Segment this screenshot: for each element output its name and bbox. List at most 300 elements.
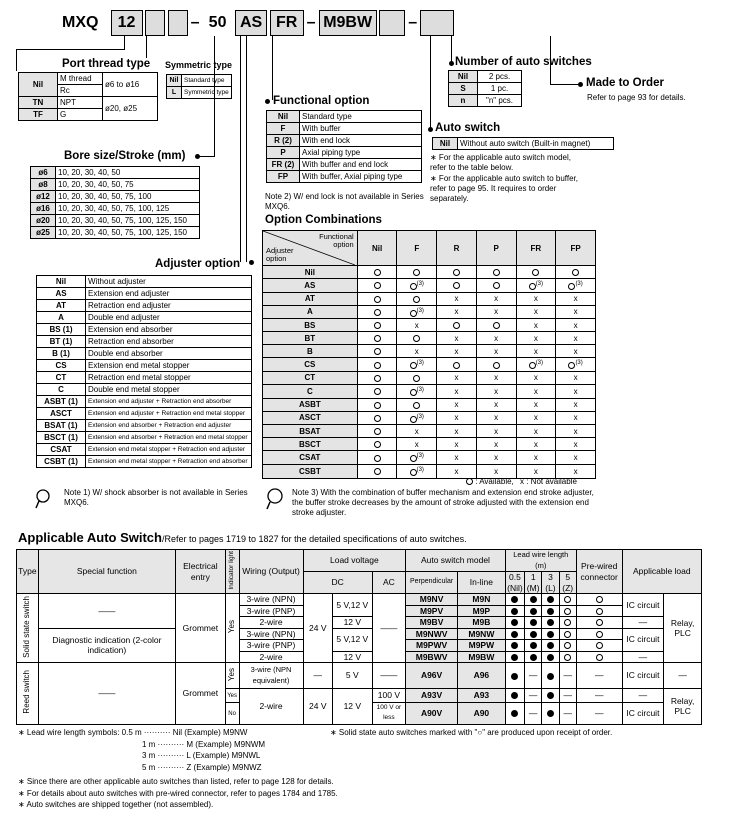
load: —	[664, 663, 702, 689]
load: —	[622, 689, 664, 703]
combo-cell: x	[556, 464, 596, 478]
combo-cell: x	[476, 411, 516, 425]
combo-key: CSAT	[263, 451, 358, 465]
combo-cell	[357, 279, 397, 293]
available-icon	[453, 362, 460, 369]
adjuster-key: A	[37, 312, 86, 324]
adjuster-desc: Extension end absorber	[86, 324, 252, 336]
combo-cell: x	[516, 371, 556, 384]
adjuster-key: B (1)	[37, 348, 86, 360]
combo-cell: x	[516, 425, 556, 438]
bottom-note: ∗ Auto switches are shipped together (not assembled).	[18, 800, 214, 809]
solid-dc-24: 24 V	[303, 594, 332, 663]
combo-cell: x	[516, 305, 556, 319]
combo-footnote: (3)	[535, 360, 544, 367]
combo-cell: x	[476, 398, 516, 411]
code-adjuster: AS	[235, 10, 267, 36]
wiring: 3-wire (PNP)	[239, 605, 303, 617]
available-icon	[374, 362, 381, 369]
sw-h-l3: 3 (L)	[542, 572, 559, 594]
solid-type: Solid state switch	[17, 594, 39, 663]
load-relay: Relay, PLC	[664, 689, 702, 725]
dc: 24 V	[303, 689, 332, 725]
model-perp: M9PWV	[406, 640, 458, 652]
adjuster-row	[37, 336, 252, 348]
combo-key: Nil	[263, 266, 358, 279]
model-inline: M9PW	[457, 640, 505, 652]
port-key: TF	[19, 109, 58, 121]
combo-cell	[397, 464, 437, 478]
combo-row	[263, 332, 596, 345]
mto-text: Refer to page 93 for details.	[587, 93, 686, 102]
port-size: ø6 to ø16	[103, 73, 158, 97]
combo-row	[263, 398, 596, 411]
code-dash: –	[408, 14, 418, 31]
combo-cell	[397, 292, 437, 305]
sw-h-l5: 5 (Z)	[559, 572, 576, 594]
adjuster-row	[37, 396, 252, 408]
sym-table	[166, 74, 232, 99]
functional-key: FP	[267, 171, 300, 183]
available-icon	[493, 282, 500, 289]
sw-h-entry: Electrical entry	[175, 550, 225, 594]
sw-h-l1: 1 (M)	[525, 572, 542, 594]
combo-col: FR	[516, 231, 556, 266]
combo-cell	[357, 451, 397, 465]
solid-dc: 5 V,12 V	[333, 594, 373, 617]
combo-key: CSBT	[263, 464, 358, 478]
available-icon	[413, 402, 420, 409]
bore-row	[31, 179, 200, 191]
combo-key: C	[263, 384, 358, 398]
available-icon	[374, 415, 381, 422]
bore-size: ø8	[31, 179, 56, 191]
dash: —	[525, 663, 542, 689]
available-icon	[374, 282, 381, 289]
combo-cell	[357, 411, 397, 425]
magnifier-icon	[35, 488, 53, 506]
reed-entry: Grommet	[175, 663, 225, 725]
combo-cell: x	[516, 384, 556, 398]
sym-value: Symmetric type	[182, 87, 232, 99]
combo-cell: x	[437, 451, 477, 465]
adjuster-row	[37, 384, 252, 396]
combo-cell: x	[476, 371, 516, 384]
sw-h-ac: AC	[372, 572, 406, 594]
combo-cell	[476, 358, 516, 372]
dc: 5 V	[333, 663, 373, 689]
available-icon	[572, 269, 579, 276]
port-table	[18, 72, 158, 121]
adjuster-desc: Extension end adjuster	[86, 288, 252, 300]
dash: —	[576, 702, 622, 724]
model-perp: M9NWV	[406, 628, 458, 640]
adjuster-row	[37, 432, 252, 444]
combo-key: AS	[263, 279, 358, 293]
model-perp: M9NV	[406, 594, 458, 606]
number-row	[449, 95, 522, 107]
combo-cell	[397, 371, 437, 384]
functional-row	[267, 159, 422, 171]
dash: —	[576, 689, 622, 703]
dash: —	[525, 702, 542, 724]
number-key: n	[449, 95, 478, 107]
adjuster-desc: Extension end adjuster + Retraction end metal stopper	[86, 408, 252, 420]
adjuster-row	[37, 420, 252, 432]
number-value: 2 pcs.	[478, 71, 522, 83]
dc: 12 V	[333, 651, 373, 663]
combo-cell: x	[437, 332, 477, 345]
sw-h-special: Special function	[38, 550, 175, 594]
combo-cell	[357, 358, 397, 372]
combo-footnote: (3)	[416, 466, 424, 473]
model-inline: A93	[457, 689, 505, 703]
combo-cell: x	[397, 319, 437, 332]
dash: —	[576, 663, 622, 689]
dc: 5 V,12 V	[333, 628, 373, 651]
code-dash: –	[190, 14, 200, 31]
combo-cell: x	[556, 305, 596, 319]
functional-key: P	[267, 147, 300, 159]
combo-cell	[357, 425, 397, 438]
available-icon	[374, 455, 381, 462]
combo-col: FP	[556, 231, 596, 266]
code-stroke: 50	[203, 10, 233, 34]
available-icon	[413, 375, 420, 382]
combo-cell	[397, 358, 437, 372]
code-bore: 12	[111, 10, 143, 36]
available-icon	[493, 362, 500, 369]
reed-indicator: Yes	[225, 689, 239, 703]
functional-row	[267, 135, 422, 147]
functional-desc: Axial piping type	[300, 147, 422, 159]
adjuster-row	[37, 372, 252, 384]
adjuster-row	[37, 456, 252, 468]
adjuster-key: AS	[37, 288, 86, 300]
combo-corner-top: Functional option	[319, 232, 354, 249]
combo-cell: x	[397, 425, 437, 438]
combo-key: B	[263, 345, 358, 358]
lead-note: ∗ Lead wire length symbols: 0.5 m ·········· Nil (Example) M9NW	[18, 728, 248, 737]
combo-note: Note 3) With the combination of buffer mechanism and extension end stroke adjuster, the buffer stroke decreases by the amount of stroke adjusted with the extension end stroke adjuster.	[292, 488, 594, 517]
model-perp: A90V	[406, 702, 458, 724]
available-icon	[410, 455, 417, 462]
combo-cell: x	[437, 305, 477, 319]
functional-title: Functional option	[273, 95, 370, 107]
number-value: "n" pcs.	[478, 95, 522, 107]
number-title: Number of auto switches	[455, 56, 592, 68]
available-icon	[529, 362, 536, 369]
combo-cell	[516, 266, 556, 279]
adjuster-desc: Extension end adjuster + Retraction end absorber	[86, 396, 252, 408]
combo-col: P	[476, 231, 516, 266]
load-ic: IC circuit	[622, 628, 664, 651]
functional-desc: With buffer, Axial piping type	[300, 171, 422, 183]
adjuster-key: CSAT	[37, 444, 86, 456]
adjuster-desc: Extension end absorber + Retraction end metal stopper	[86, 432, 252, 444]
combo-cell: x	[556, 345, 596, 358]
combo-cell: x	[556, 425, 596, 438]
available-icon	[374, 388, 381, 395]
combo-cell: x	[516, 464, 556, 478]
number-row	[449, 71, 522, 83]
sw-h-prewired: Pre-wired connector	[576, 550, 622, 594]
combo-cell: x	[516, 345, 556, 358]
available-icon	[410, 416, 417, 423]
port-thread: Rc	[58, 85, 103, 97]
available-icon	[493, 322, 500, 329]
adjuster-key: BT (1)	[37, 336, 86, 348]
available-icon	[410, 389, 417, 396]
combo-cell: x	[516, 332, 556, 345]
combo-cell: x	[556, 292, 596, 305]
load-ic: IC circuit	[622, 663, 664, 689]
available-icon	[374, 269, 381, 276]
combo-cell	[516, 279, 556, 293]
solid-indicator: Yes	[225, 594, 239, 663]
adjuster-row	[37, 360, 252, 372]
port-title: Port thread type	[62, 58, 151, 70]
port-thread: G	[58, 109, 103, 121]
adjuster-key: BSAT (1)	[37, 420, 86, 432]
mto-title: Made to Order	[586, 77, 664, 89]
available-icon	[374, 402, 381, 409]
sym-title: Symmetric type	[165, 60, 233, 70]
code-series: MXQ	[62, 14, 99, 31]
combo-cell: x	[476, 292, 516, 305]
port-key: TN	[19, 97, 58, 109]
functional-desc: With buffer and end lock	[300, 159, 422, 171]
bore-title: Bore size/Stroke (mm)	[64, 150, 186, 162]
combo-key: CT	[263, 371, 358, 384]
combo-cell	[556, 358, 596, 372]
available-icon	[374, 309, 381, 316]
combo-col: Nil	[357, 231, 397, 266]
combo-key: BS	[263, 319, 358, 332]
combo-cell	[357, 438, 397, 451]
sw-h-load-voltage: Load voltage	[303, 550, 406, 572]
combo-cell	[357, 305, 397, 319]
load-ic: IC circuit	[622, 594, 664, 617]
load: —	[622, 651, 664, 663]
combo-footnote: (3)	[416, 453, 424, 460]
adjuster-key: Nil	[37, 276, 86, 288]
available-icon	[413, 296, 420, 303]
bottom-note: ∗ Since there are other applicable auto switches than listed, refer to page 128 for details.	[18, 777, 334, 786]
available-icon	[374, 335, 381, 342]
combo-cell: x	[437, 398, 477, 411]
combo-row	[263, 371, 596, 384]
sw-h-l05: 0.5 (Nil)	[507, 572, 523, 593]
combo-cell	[397, 305, 437, 319]
lead-notes	[18, 727, 338, 773]
dc: 12 V	[333, 689, 373, 725]
combo-cell: x	[556, 319, 596, 332]
combo-cell	[397, 266, 437, 279]
bottom-note: ∗ For details about auto switches with pre-wired connector, refer to pages 1784 and 1785.	[18, 788, 338, 798]
combo-cell	[357, 384, 397, 398]
ac: 100 V	[372, 689, 406, 703]
model-perp: M9BV	[406, 617, 458, 629]
model-perp: A93V	[406, 689, 458, 703]
solid-diag: Diagnostic indication (2-color indication)	[38, 628, 175, 663]
solid-note: ∗ Solid state auto switches marked with "○" are produced upon receipt of order.	[330, 728, 613, 737]
combo-cell	[397, 279, 437, 293]
combo-row	[263, 279, 596, 293]
combo-cell: x	[476, 464, 516, 478]
wiring: 3-wire (NPN)	[239, 628, 303, 640]
combo-cell: x	[437, 425, 477, 438]
sw-h-indicator: Indicator light	[225, 550, 239, 594]
combo-key: AT	[263, 292, 358, 305]
combo-row	[263, 425, 596, 438]
adjuster-row	[37, 288, 252, 300]
code-number	[379, 10, 405, 36]
combo-cell: x	[516, 319, 556, 332]
combo-cell	[397, 451, 437, 465]
combo-cell	[476, 319, 516, 332]
functional-row	[267, 123, 422, 135]
number-row	[449, 83, 522, 95]
combo-cell: x	[556, 384, 596, 398]
adjuster-key: ASBT (1)	[37, 396, 86, 408]
autosw-title: Auto switch	[435, 122, 501, 134]
combo-cell	[397, 332, 437, 345]
combo-cell	[437, 358, 477, 372]
solid-entry: Grommet	[175, 594, 225, 663]
solid-special: ——	[38, 594, 175, 629]
combo-cell: x	[437, 411, 477, 425]
bore-stroke: 10, 20, 30, 40, 50	[56, 167, 200, 179]
bore-row	[31, 203, 200, 215]
functional-key: FR (2)	[267, 159, 300, 171]
combo-key: ASBT	[263, 398, 358, 411]
bore-row	[31, 227, 200, 239]
dc: —	[303, 663, 332, 689]
adjuster-row	[37, 408, 252, 420]
dash: —	[559, 702, 576, 724]
combo-cell: x	[476, 425, 516, 438]
combo-table	[262, 230, 596, 479]
bore-size: ø6	[31, 167, 56, 179]
wiring: 3-wire (NPN)	[239, 594, 303, 606]
combo-cell: x	[476, 438, 516, 451]
available-icon	[413, 269, 420, 276]
combo-key: CS	[263, 358, 358, 372]
switch-title-row	[18, 530, 467, 545]
ac: ——	[372, 663, 406, 689]
port-size: ø20, ø25	[103, 97, 158, 121]
functional-row	[267, 171, 422, 183]
lead-note: 1 m ·········· M (Example) M9NWM	[142, 739, 266, 749]
code-port	[145, 10, 165, 36]
combo-footnote: (3)	[416, 360, 424, 367]
functional-row	[267, 111, 422, 123]
combo-cell: x	[437, 384, 477, 398]
functional-desc: With buffer	[300, 123, 422, 135]
adjuster-title: Adjuster option	[155, 258, 240, 270]
adjuster-desc: Extension end absorber + Retraction end adjuster	[86, 420, 252, 432]
bottom-notes	[18, 776, 718, 811]
wiring: 3-wire (NPN equivalent)	[239, 663, 303, 689]
wiring: 2-wire	[239, 689, 303, 725]
model-inline: A96	[457, 663, 505, 689]
ac: 100 V or less	[372, 702, 406, 724]
sw-h-load: Applicable load	[622, 550, 701, 594]
adjuster-desc: Double end metal stopper	[86, 384, 252, 396]
model-perp: M9PV	[406, 605, 458, 617]
adjuster-desc: Extension end metal stopper + Retraction end adjuster	[86, 444, 252, 456]
combo-cell	[357, 332, 397, 345]
available-icon	[374, 296, 381, 303]
bore-stroke: 10, 20, 30, 40, 50, 75, 100, 125, 150	[56, 227, 200, 239]
adjuster-desc: Double end absorber	[86, 348, 252, 360]
autosw-table	[432, 137, 614, 150]
combo-cell	[437, 319, 477, 332]
bore-size: ø20	[31, 215, 56, 227]
combo-cell: x	[556, 371, 596, 384]
switch-title: Applicable Auto Switch	[18, 530, 162, 545]
combo-col: R	[437, 231, 477, 266]
combo-key: ASCT	[263, 411, 358, 425]
combo-cell	[357, 345, 397, 358]
number-key: Nil	[449, 71, 478, 83]
adjuster-desc: Without adjuster	[86, 276, 252, 288]
code-mto	[420, 10, 454, 36]
combo-key: BT	[263, 332, 358, 345]
combo-cell	[357, 371, 397, 384]
combo-row	[263, 384, 596, 398]
bore-stroke: 10, 20, 30, 40, 50, 75, 100, 125	[56, 203, 200, 215]
combo-cell: x	[556, 438, 596, 451]
adjuster-desc: Extension end metal stopper + Retraction end absorber	[86, 456, 252, 468]
reed-indicator: Yes	[225, 663, 239, 689]
combo-footnote: (3)	[575, 360, 583, 367]
switch-table	[16, 549, 702, 725]
adjuster-desc: Retraction end absorber	[86, 336, 252, 348]
adjuster-note: Note 1) W/ shock absorber is not available in Series MXQ6.	[64, 488, 248, 507]
code-dash: –	[306, 14, 316, 31]
wiring: 2-wire	[239, 651, 303, 663]
bore-size: ø12	[31, 191, 56, 203]
port-thread: M thread	[58, 73, 103, 85]
combo-cell	[357, 292, 397, 305]
wiring: 3-wire (PNP)	[239, 640, 303, 652]
combo-cell: x	[437, 292, 477, 305]
bore-stroke: 10, 20, 30, 40, 50, 75, 100	[56, 191, 200, 203]
combo-cell: x	[556, 411, 596, 425]
adjuster-row	[37, 444, 252, 456]
model-perp: A96V	[406, 663, 458, 689]
combo-footnote: (3)	[535, 281, 544, 287]
combo-cell: x	[476, 332, 516, 345]
lead-note: 3 m ·········· L (Example) M9NWL	[142, 751, 261, 760]
bore-table	[30, 166, 200, 239]
combo-cell	[556, 266, 596, 279]
combo-col: F	[397, 231, 437, 266]
sym-value: Standard type	[182, 75, 232, 87]
combo-cell: x	[437, 371, 477, 384]
combo-cell	[357, 319, 397, 332]
dc: 12 V	[333, 617, 373, 629]
adjuster-row	[37, 276, 252, 288]
available-icon	[453, 282, 460, 289]
bore-size: ø25	[31, 227, 56, 239]
combo-cell: x	[516, 398, 556, 411]
model-inline: M9N	[457, 594, 505, 606]
available-icon	[410, 283, 417, 290]
combo-row	[263, 438, 596, 451]
